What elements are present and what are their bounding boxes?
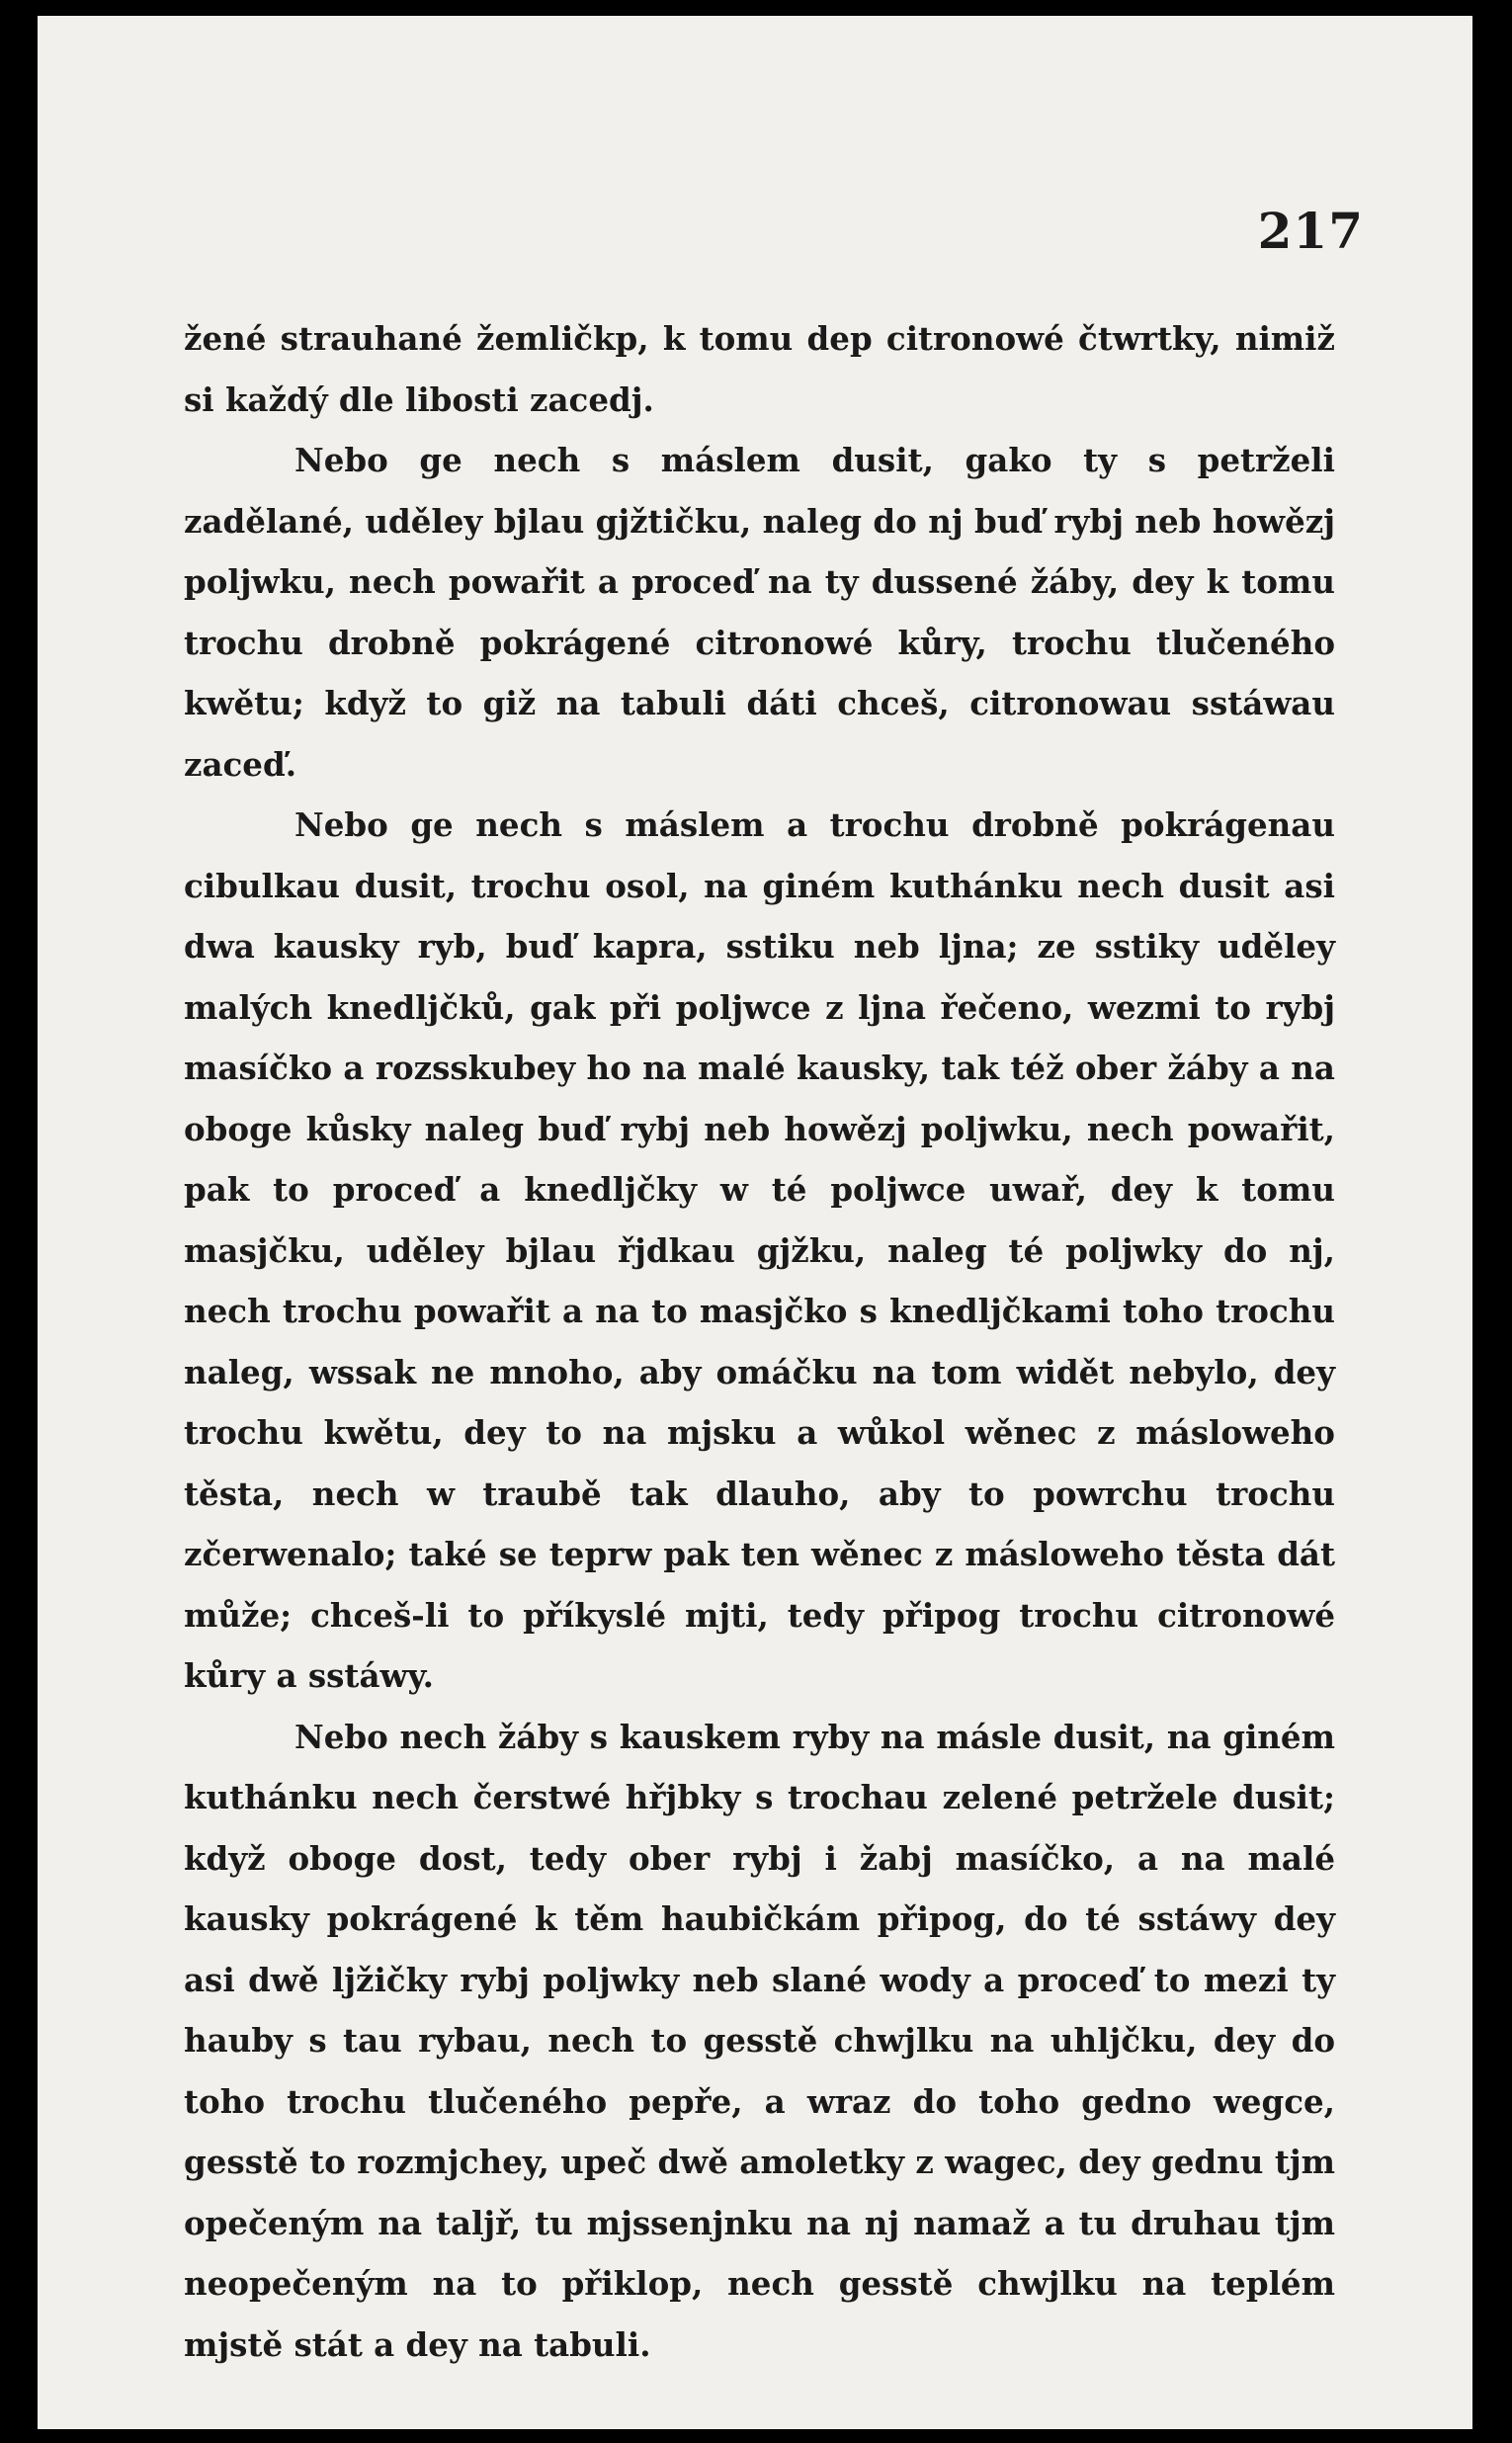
paragraph-recipe-1: Nebo ge nech s máslem dusit, gako ty s petrželi zadělané, uděley bjlau gjžtičku, naleg do nj buď rybj neb howězj poljwku, nech powařit a proceď na ty dussené žáby, dey k tomu trochu drobně pokrágené citronowé kůry, trochu tlučeného kwětu; když to giž na tabuli dáti chceš, citronowau sstáwau zaceď. [184,441,1335,784]
paragraph-continuation: žené strauhané žemličkp, k tomu dep citronowé čtwrtky, nimiž si každý dle libosti zacedj. [184,319,1335,419]
paragraph-recipe-3: Nebo nech žáby s kauskem ryby na másle dusit, na giném kuthánku nech čerstwé hřjbky s trochau zelené petržele dusit; když oboge dost, tedy ober rybj i žabj masíčko, a na malé kausky pokrágené k těm haubičkám připog, do té sstáwy dey asi dwě ljžičky rybj poljwky neb slané wody a proceď to mezi ty hauby s tau rybau, nech to gesstě chwjlku na uhljčku, dey do toho trochu tlučeného pepře, a wraz do toho gedno wegce, gesstě to rozmjchey, upeč dwě amoletky z wagec, dey gednu tjm opečeným na taljř, tu mjssenjnku na nj namaž a tu druhau tjm neopečeným na to přiklop, nech gesstě chwjlku na teplém mjstě stát a dey na tabuli. [184,1717,1335,2364]
book-page [38,16,1472,2429]
page-number: 217 [1257,202,1364,260]
page-body-text [184,308,1335,2375]
paragraph-recipe-2: Nebo ge nech s máslem a trochu drobně pokrágenau cibulkau dusit, trochu osol, na giném kuthánku nech dusit asi dwa kausky ryb, buď kapra, sstiku neb ljna; ze sstiky uděley malých knedljčků, gak při poljwce z ljna řečeno, wezmi to rybj masíčko a rozsskubey ho na malé kausky, tak též ober žáby a na oboge kůsky naleg buď rybj neb howězj poljwku, nech powařit, pak to proceď a knedljčky w té poljwce uwař, dey k tomu masjčku, uděley bjlau řjdkau gjžku, naleg té poljwky do nj, nech trochu powařit a na to masjčko s knedljčkami toho trochu naleg, wssak ne mnoho, aby omáčku na tom widět nebylo, dey trochu kwětu, dey to na mjsku a wůkol wěnec z másloweho těsta, nech w traubě tak dlauho, aby to powrchu trochu zčerwenalo; také se teprw pak ten wěnec z másloweho těsta dát může; chceš-li to příkyslé mjti, tedy připog trochu citronowé kůry a sstáwy. [184,805,1335,1695]
